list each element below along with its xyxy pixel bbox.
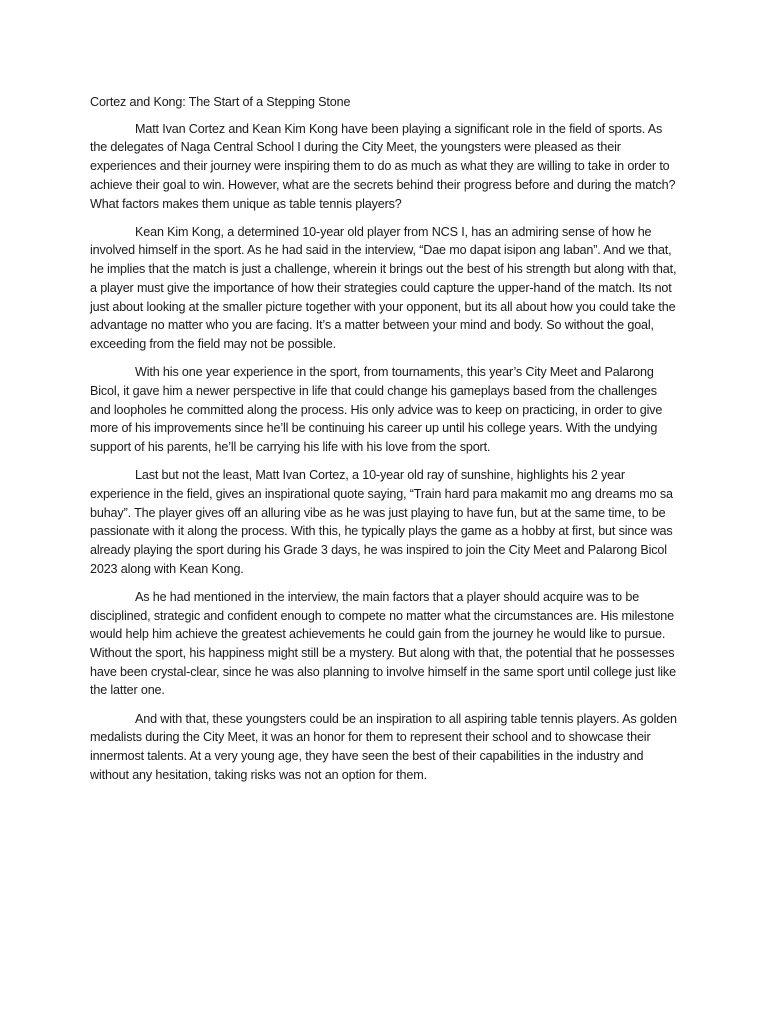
paragraph-conclusion: And with that, these youngsters could be an inspiration to all aspiring table tennis players. As golden medalists during the City Meet, it was an honor for them to represent their school and to showcase their innermost talents. At a very young age, they have seen the best of their capabilities in the industry and without any hesitation, taking risks was not an option for them. <box>90 711 677 782</box>
paragraph-kong-experience: With his one year experience in the sport, from tournaments, this year’s City Meet and Palarong Bicol, it gave him a newer perspective in life that could change his gameplays based from the challenges and loopholes he committed along the process. His only advice was to keep on practicing, in order to give more of his improvements since he’ll be continuing his career up until his college years. With the undying support of his parents, he’ll be carrying his life with his love from the sport. <box>90 365 663 454</box>
paragraph-cortez-factors: As he had mentioned in the interview, the main factors that a player should acquire was to be disciplined, strategic and confident enough to compete no matter what the circumstances are. His milestone would help him achieve the greatest achievements he could gain from the journey he would like to pursue. Without the sport, his happiness might still be a mystery. But along with that, the potential that he possesses have been crystal-clear, since he was also planning to involve himself in the same sport until college just like the latter one. <box>90 589 676 698</box>
paragraph-intro: Matt Ivan Cortez and Kean Kim Kong have been playing a significant role in the field of sports. As the delegates of Naga Central School I during the City Meet, the youngsters were pleased as their experiences and their journey were inspiring them to do as much as what they are willing to take in order to achieve their goal to win. However, what are the secrets behind their progress before and during the match? What factors makes them unique as table tennis players? <box>90 121 676 211</box>
document-body <box>90 93 680 794</box>
paragraph-cortez-profile: Last but not the least, Matt Ivan Cortez, a 10-year old ray of sunshine, highlights his 2 year experience in the field, gives an inspirational quote saying, “Train hard para makamit mo ang dreams mo sa buhay”. The player gives off an alluring vibe as he was just playing to have fun, but at the same time, to be passionate with it along the process. With this, he typically plays the game as a hobby at first, but since was already playing the sport during his Grade 3 days, he was inspired to join the City Meet and Palarong Bicol 2023 along with Kean Kong. <box>90 468 673 576</box>
document-title: Cortez and Kong: The Start of a Stepping Stone <box>90 95 351 109</box>
paragraph-kong-profile: Kean Kim Kong, a determined 10-year old player from NCS I, has an admiring sense of how he involved himself in the sport. As he had said in the interview, “Dae mo dapat isipon ang laban”. And we that, he implies that the match is just a challenge, wherein it brings out the best of his strength but along with that, a player must give the importance of how their strategies could capture the upper-hand of the match. Its not just about looking at the smaller picture together with your opponent, but its all about how you could take the advantage no matter who you are facing. It’s a matter between your mind and body. So without the goal, exceeding from the field may not be possible. <box>90 224 677 351</box>
